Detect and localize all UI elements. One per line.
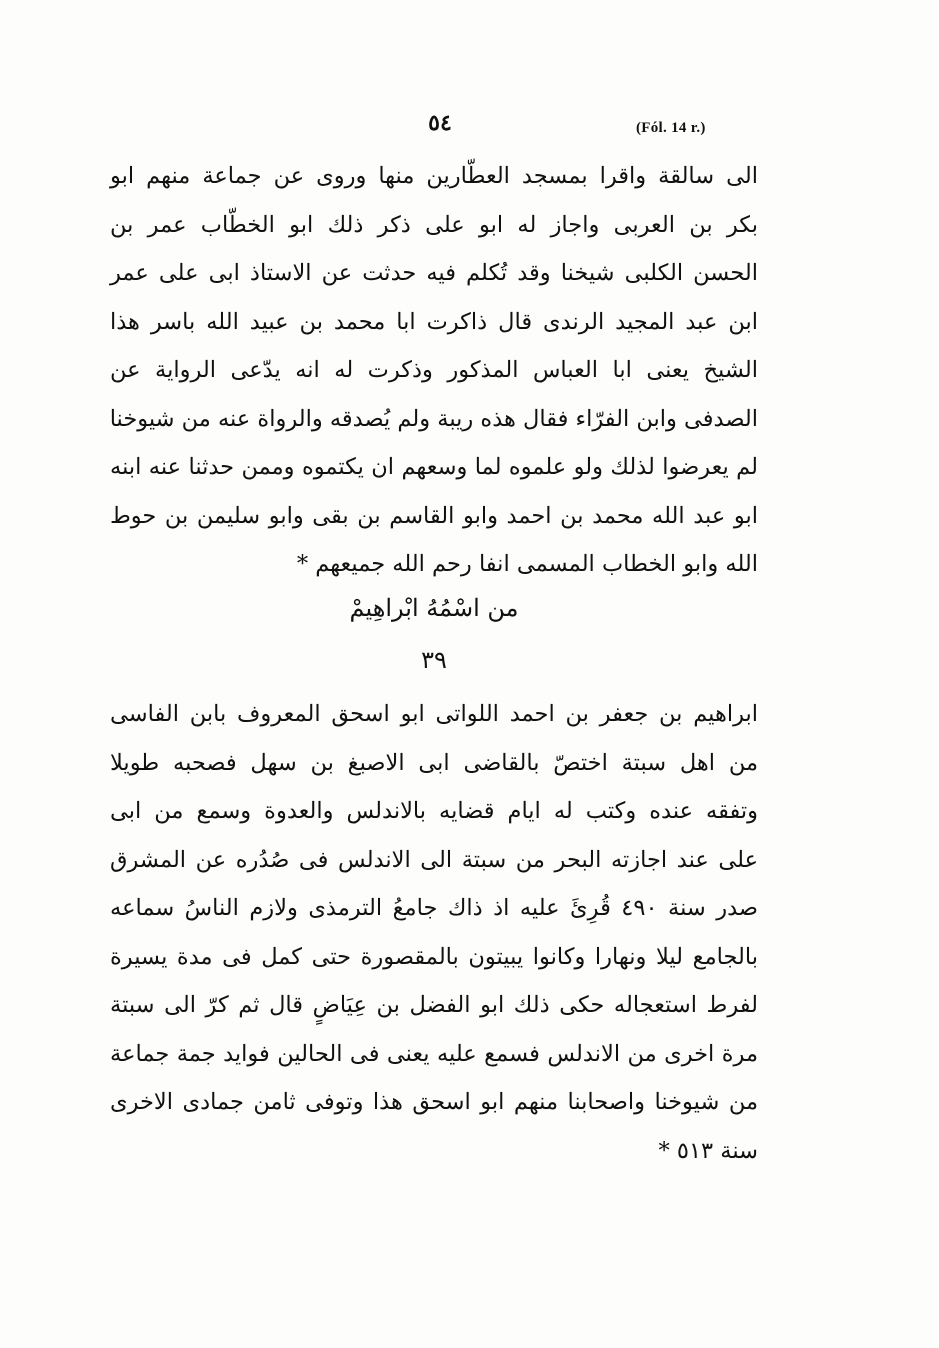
text-line: الصدفى وابن الفرّاء فقال هذه ريبة ولم يُصدقه والرواة عنه من شيوخنا <box>109 405 758 432</box>
text-line: بالجامع ليلا ونهارا وكانوا يبيتون بالمقصورة حتى كمل فى مدة يسيرة <box>110 943 758 970</box>
text-line: ابو عبد الله محمد بن احمد وابو القاسم بن بقى وابو سليمن بن حوط <box>110 502 758 529</box>
text-line: سنة ٥١٣ * <box>658 1137 758 1164</box>
text-line: الحسن الكلبى شيخنا وقد تُكلم فيه حدثت عن الاستاذ ابى على عمر <box>110 260 758 286</box>
text-line: الله وابو الخطاب المسمى انفا رحم الله جميعهم * <box>296 551 758 577</box>
text-line: ابن عبد المجيد الرندى قال ذاكرت ابا محمد بن عبيد الله باسر هذا <box>110 308 758 335</box>
text-line: صدر سنة ٤٩٠ قُرِئَ عليه اذ ذاك جامعُ الترمذى ولازم الناسُ سماعه <box>110 895 758 921</box>
entry-paragraph <box>110 690 758 1175</box>
section-heading: من اسْمُهُ ابْراهِيمْ <box>349 594 519 622</box>
entry-number: ٣٩ <box>421 646 447 674</box>
text-line: الشيخ يعنى ابا العباس المذكور وذكرت له انه يدّعى الرواية عن <box>110 357 758 383</box>
page-number: ٥٤ <box>428 110 452 136</box>
text-line: مرة اخرى من الاندلس فسمع عليه يعنى فى الحالين فوايد جمة جماعة <box>110 1040 758 1067</box>
text-line: ابراهيم بن جعفر بن احمد اللواتى ابو اسحق المعروف بابن الفاسى <box>110 701 758 727</box>
text-line: من شيوخنا واصحابنا منهم ابو اسحق هذا وتوفى ثامن جمادى الاخرى <box>110 1089 758 1115</box>
text-line: من اهل سبتة اختصّ بالقاضى ابى الاصبغ بن سهل فصحبه طويلا <box>110 749 758 776</box>
text-line: وتفقه عنده وكتب له ايام قضايه بالاندلس والعدوة وسمع من ابى <box>110 798 758 824</box>
folio-reference: (Fól. 14 r.) <box>636 120 706 136</box>
text-line: على عند اجازته البحر من سبتة الى الاندلس فى صُدُره عن المشرق <box>110 846 758 873</box>
text-line: لفرط استعجاله حكى ذلك ابو الفضل بن عِيَاضٍ قال ثم كرّ الى سبتة <box>110 992 758 1018</box>
text-line: بكر بن العربى واجاز له ابو على ذكر ذلك ابو الخطّاب عمر بن <box>110 211 758 238</box>
text-line: الى سالقة واقرا بمسجد العطّارين منها وروى عن جماعة منهم ابو <box>110 163 758 189</box>
text-line: لم يعرضوا لذلك ولو علموه لما وسعهم ان يكتموه وممن حدثنا عنه ابنه <box>110 454 758 480</box>
paragraph-continuation <box>110 152 758 589</box>
